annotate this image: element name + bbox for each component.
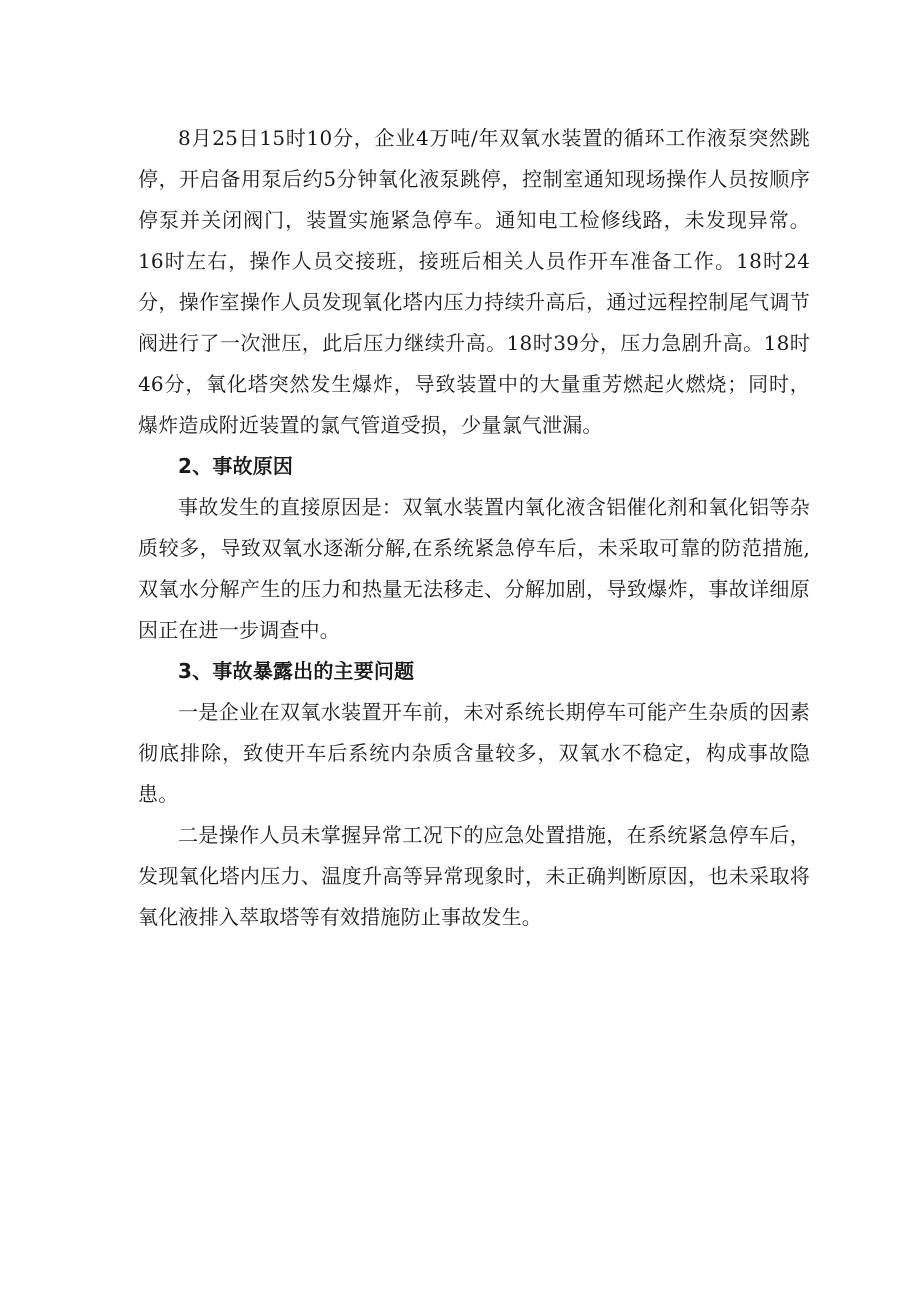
section-heading-main-problems: 3、事故暴露出的主要问题 <box>178 659 415 683</box>
accident-cause-paragraph: 事故发生的直接原因是：双氧水装置内氧化液含铝催化剂和氧化铝等杂质较多，导致双氧水逐渐分解,在系统紧急停车后，未采取可靠的防范措施,双氧水分解产生的压力和热量无法移走、分解加剧，导致爆炸，事故详细原因正在进一步调查中。 <box>138 495 810 642</box>
problem-one-paragraph: 一是企业在双氧水装置开车前，未对系统长期停车可能产生杂质的因素彻底排除，致使开车后系统内杂质含量较多，双氧水不稳定，构成事故隐患。 <box>138 700 810 806</box>
section-heading-accident-cause: 2、事故原因 <box>178 454 294 478</box>
document-body <box>138 118 810 938</box>
problem-two-paragraph: 二是操作人员未掌握异常工况下的应急处置措施，在系统紧急停车后，发现氧化塔内压力、温度升高等异常现象时，未正确判断原因，也未采取将氧化液排入萃取塔等有效措施防止事故发生。 <box>138 823 810 929</box>
accident-process-paragraph: 8月25日15时10分，企业4万吨/年双氧水装置的循环工作液泵突然跳停，开启备用泵后约5分钟氧化液泵跳停，控制室通知现场操作人员按顺序停泵并关闭阀门，装置实施紧急停车。通知电工检修线路，未发现异常。16时左右，操作人员交接班，接班后相关人员作开车准备工作。18时24分，操作室操作人员发现氧化塔内压力持续升高后，通过远程控制尾气调节阀进行了一次泄压，此后压力继续升高。18时39分，压力急剧升高。18时46分，氧化塔突然发生爆炸，导致装置中的大量重芳燃起火燃烧；同时，爆炸造成附近装置的氯气管道受损，少量氯气泄漏。 <box>138 126 810 437</box>
